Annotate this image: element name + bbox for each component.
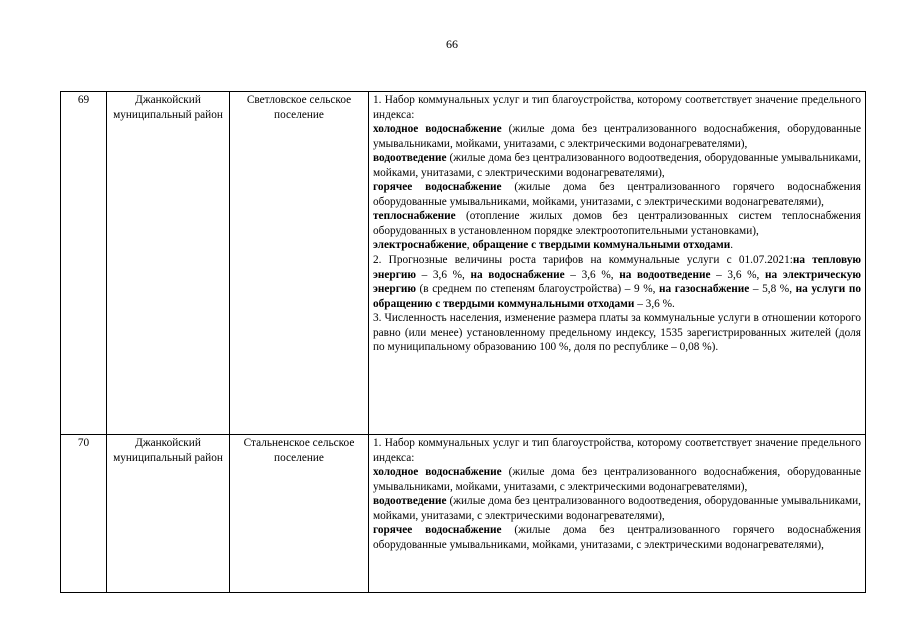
tariff-electricity-label: на электрическую энергию [373,268,862,296]
sewer-text: (жилые дома без централизованного водоотведения, оборудованные умывальниками, мойками, унитазами, с электрическими водонагревателями), [373,495,861,522]
content-cell [369,92,866,435]
tariff-water-value: – 3,6 %, [564,268,620,281]
sewer-item [373,494,861,523]
cold-water-label: холодное водоснабжение [373,466,502,479]
hot-water-label: горячее водоснабжение [373,181,502,194]
cold-water-item [373,122,861,151]
table-row [61,92,866,435]
tariff-water-label: на водоснабжение [470,268,565,281]
paragraph-2-tariffs [373,253,861,311]
tariff-electricity-value: (в среднем по степеням благоустройства) – 9 %, [415,283,660,296]
tariffs-intro: 2. Прогнозные величины роста тарифов на коммунальные услуги с 01.07.2021: [373,254,793,267]
sewer-text: (жилые дома без централизованного водоотведения, оборудованные умывальниками, мойками, унитазами, с электрическими водонагревателями), [373,152,861,179]
sewer-label: водоотведение [373,495,447,508]
tariff-sewer-label: на водоотведение [619,268,711,281]
heating-label: теплоснабжение [373,210,456,223]
hot-water-text: (жилые дома без централизованного горячего водоснабжения оборудованные умывальниками, мойками, унитазами, с электрическими водонагревателями), [373,181,862,208]
cold-water-text: (жилые дома без централизованного водоснабжения, оборудованные умывальниками, мойками, унитазами, с электрическими водонагревателями), [373,123,861,150]
tariff-sewer-value: – 3,6 %, [710,268,766,281]
heating-text: (отопление жилых домов без централизованных систем теплоснабжения оборудованных в установленном порядке электроотопительными установками), [373,210,861,237]
tariff-gas-label: на газоснабжение [659,283,750,296]
district-cell: Джанкойский муниципальный район [107,435,230,593]
tariff-table [60,91,866,593]
tariff-heat-value: – 3,6 %, [415,268,471,281]
district-cell: Джанкойский муниципальный район [107,92,230,435]
sewer-item [373,151,861,180]
tariff-gas-value: – 5,8 %, [749,283,796,296]
row-number: 69 [61,92,107,435]
sewer-label: водоотведение [373,152,447,165]
waste-end: . [730,239,734,252]
content-cell [369,435,866,593]
row-number: 70 [61,435,107,593]
table-row [61,435,866,593]
settlement-cell: Стальненское сельское поселение [230,435,369,593]
electricity-waste-item [373,238,861,253]
paragraph-3-population: 3. Численность населения, изменение размера платы за коммунальные услуги в отношении которого равно (или менее) установленному предельному индексу, 1535 зарегистрированных жителей (доля по муниципальному образованию 100 %, доля по республике – 0,08 %). [373,312,861,354]
electricity-label: электроснабжение [373,239,467,252]
hot-water-item [373,523,861,552]
settlement-cell: Светловское сельское поселение [230,92,369,435]
hot-water-label: горячее водоснабжение [373,524,502,537]
tariff-heat-label: на тепловую энергию [373,254,861,281]
page-number: 66 [446,37,458,51]
tariff-waste-label: на услуги по обращению с твердыми коммунальными отходами [373,283,861,310]
cold-water-item [373,465,861,494]
cold-water-label: холодное водоснабжение [373,123,502,136]
waste-label: обращение с твердыми коммунальными отходами [472,239,731,252]
tariff-waste-value: – 3,6 %. [634,297,675,310]
hot-water-item [373,180,861,209]
heating-item [373,209,861,238]
cold-water-text: (жилые дома без централизованного водоснабжения, оборудованные умывальниками, мойками, унитазами, с электрическими водонагревателями), [373,466,861,493]
hot-water-text: (жилые дома без централизованного горячего водоснабжения оборудованные умывальниками, мойками, унитазами, с электрическими водонагревателями), [373,524,862,551]
electricity-separator: , [466,239,473,252]
paragraph-1-intro: 1. Набор коммунальных услуг и тип благоустройства, которому соответствует значение предельного индекса: [373,437,861,464]
paragraph-1-intro: 1. Набор коммунальных услуг и тип благоустройства, которому соответствует значение предельного индекса: [373,94,861,121]
